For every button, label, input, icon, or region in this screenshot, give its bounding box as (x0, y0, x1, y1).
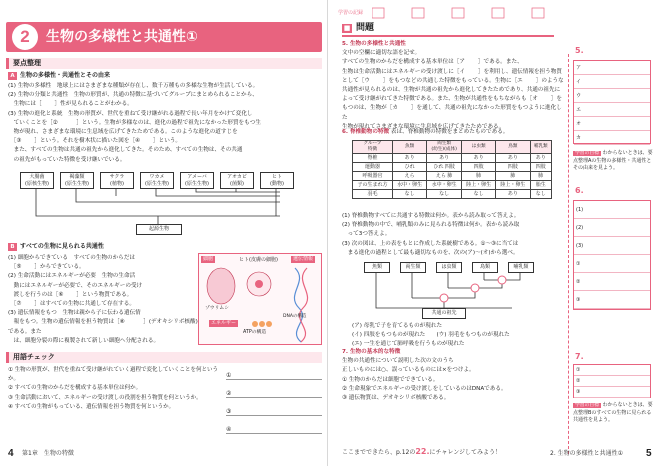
challenge-number: 22. (415, 447, 430, 457)
para-a-line-6: ［③ ］という。それを樹木状に描いた図を［④ ］という。 (8, 138, 182, 145)
para-b-line-7: 報をもつ。生物の遺伝情報を担う物質は［⑧ ］(デオキシリボ核酸)である。また (8, 319, 198, 335)
answer-row[interactable]: ウ (574, 89, 650, 103)
cell-figure (198, 253, 322, 345)
vtree-leaf: 鳥類 (472, 262, 498, 273)
answer-row[interactable]: (3) (574, 237, 650, 255)
table-row (353, 154, 552, 163)
answer-row[interactable]: イ (574, 75, 650, 89)
hint-a-text: わからないときは、要点整理Aの生物の多様性・共通性とその由来を見よう。 (573, 150, 653, 171)
table-row (353, 163, 552, 172)
answer-6-box[interactable] (573, 200, 651, 310)
para-a-line-0: (1) 生物の多様性 地球上にはさまざまな種類が存在し、数千万種もの多様な生物が生活している。 (8, 83, 259, 89)
table-cell: 水中・卵生 (392, 181, 426, 190)
para-b-line-8: は、細胞分裂の際に複製されて新しい細胞へ分配される。 (8, 337, 160, 344)
para-a-line-7: また、すべての生物は共通の祖先から進化してきた。そのため、すべての生物は、その共通 (8, 147, 243, 154)
q6-options (352, 322, 564, 350)
hint-b-text: わからないときは、要点整理Bのすべての生物に見られる共通性を見よう。 (573, 402, 653, 423)
challenge-text: ここまでできたら、p.12の (342, 449, 416, 457)
table-cell: なし (462, 190, 496, 199)
answer-row[interactable]: ② (574, 376, 650, 387)
q6-option-2: (エ) 一生を通じて肺呼吸を行うものが現れた (352, 341, 465, 348)
tree-leaf: アオカビ (菌類) (220, 172, 254, 189)
vtree-leaf: 魚類 (364, 262, 390, 273)
vtree-leaf: 哺乳類 (508, 262, 534, 273)
check-answer-num: ④ (226, 426, 232, 433)
table-cell: 運動器 (353, 163, 393, 172)
para-a-line-4: ていくことを［② ］という。生物が多様なのは、進化の過程で祖先になかった形質をもつ生 (8, 119, 261, 126)
answer-row[interactable]: (2) (574, 219, 650, 237)
subsection-b-title: すべての生物に見られる共通性 (20, 243, 104, 250)
check-heading (6, 352, 322, 363)
tree-leaf: ワカメ (原生生物) (140, 172, 174, 189)
q5-line-6: もつのは、生物が［カ ］を通して、共通の祖先になかった形質をもつように進化した (342, 105, 562, 121)
q7-line-0: 生物の共通性について説明した次の文のうち (342, 358, 454, 365)
answer-5-num: 5. (575, 46, 584, 55)
check-answer-num: ① (226, 372, 232, 379)
table-cell: えら 肺 (427, 172, 462, 181)
q7-line-4: ③ 遺伝物質は、デオキシリボ核酸である。 (342, 395, 450, 402)
problem-title: 問題 (356, 23, 375, 33)
table-cell: 四肢 (530, 163, 552, 172)
subsection-a-title: 生物の多様性・共通性とその由来 (20, 72, 111, 79)
table-cell: ひれ (392, 163, 426, 172)
q6-sub-4: まる進化の過程として最も適切なものを、次の(ア)～(オ)から選べ。 (342, 249, 519, 256)
para-b-line-1: ［⑤ ］からできている。 (8, 264, 85, 271)
hint-b-tag: 学習の目標 (575, 403, 599, 408)
para-b-line-5: ［⑦ ］はすべての生物に共通して存在する。 (8, 301, 135, 308)
table-header: は虫類 (462, 141, 496, 154)
tree-root: 起源生物 (136, 224, 182, 235)
check-answer-num: ② (226, 390, 232, 397)
q6-sub-0: (1) 脊椎動物すべてに共通する特徴は何か。表から読み取って答えよ。 (342, 213, 520, 219)
q6-intro: 表は、脊椎動物の特徴をまとめたものである。 (390, 129, 509, 135)
para-a-line-2: 生物には［ ］性が見られることがわかる。 (8, 101, 133, 108)
table-cell: あり (427, 154, 462, 163)
section-title: 要点整理 (13, 59, 41, 67)
fig-label-genetic: 遺伝情報 (293, 256, 314, 262)
table-cell: えら (392, 172, 426, 181)
question-5 (342, 40, 564, 132)
table-row (353, 181, 552, 190)
answer-row[interactable]: ③ (574, 291, 650, 309)
subsection-b (8, 243, 104, 251)
check-answer-num: ③ (226, 408, 232, 415)
check-title: 用語チェック (13, 353, 55, 361)
tree-leaf: 褐藻類 (原生生物) (60, 172, 94, 189)
table-cell: なし (392, 190, 426, 199)
paragraph-a (8, 82, 324, 165)
q7-label: 7. 生物の基本的な特徴 (342, 349, 401, 355)
q6-sub-3: (3) 次の図は、上の表をもとに作成した系統樹である。①～③に当ては (342, 240, 519, 247)
check-list (8, 366, 222, 412)
para-a-line-8: の祖先がもっていた特徴を受け継いでいる。 (8, 156, 126, 163)
footer-left: 第1章 生物の特徴 (22, 449, 74, 457)
answer-7-num: 7. (575, 352, 584, 361)
answer-row[interactable]: (1) (574, 201, 650, 219)
table-cell: 陸上・卵生 (462, 181, 496, 190)
vtree-root: 共通の祖先 (422, 308, 466, 319)
table-cell: 四肢 (496, 163, 530, 172)
q5-line-7: 生物が現れてさまざまな環境に生息域を広げてきたためである。 (342, 123, 505, 130)
question-6 (342, 128, 564, 137)
table-cell: あり (392, 154, 426, 163)
phylogenetic-tree (18, 172, 298, 232)
q5-line-4: 共通性が見られるのは、生物が共通の祖先から進化してきたためであり、共通の祖先に (342, 87, 561, 94)
q6-label: 6. 脊椎動物の特徴 (342, 129, 390, 135)
answer-7-box[interactable] (573, 364, 651, 398)
answer-row[interactable]: ① (574, 255, 650, 273)
q6-option-0: (ア) 母乳で子を育てるものが現れた (352, 323, 443, 329)
para-b-line-2: (2) 生命活動にはエネルギーが必要 生物の生命活 (8, 273, 136, 280)
hint-a (573, 150, 653, 173)
q7-line-3: ② 生命現象でエネルギーの受け渡しをしているのはDNAである。 (342, 385, 507, 392)
q5-line-2: 生物は生命活動にはエネルギーの受け渡しに［イ ］を利用し、遺伝情報を担う物質 (342, 68, 562, 75)
table-cell: 陸上・卵生 (496, 181, 530, 190)
table-cell: 子の生まれ方 (353, 181, 393, 190)
subsection-a (8, 72, 110, 80)
q6-sub-1: (2) 脊椎動物の中で、哺乳類のみに見られる特徴は何か。表から読み取 (342, 222, 520, 229)
subsection-a-badge: A (8, 72, 17, 80)
table-cell: ひれ 四肢 (427, 163, 462, 172)
table-header: 哺乳類 (530, 141, 552, 154)
left-page (0, 0, 328, 466)
q6-option-1: (イ) 四肢をもつものが現れた (ウ) 羽毛をもつものが現れた (352, 332, 510, 339)
table-cell: あり (496, 154, 530, 163)
fig-label-paramecium: ゾウリムシ (205, 306, 229, 311)
right-page (332, 0, 660, 466)
para-a-line-1: (2) 生物の分類と共通性 生物の形質が、共通の特徴に基づいてグループにまとめられることから、 (8, 92, 258, 99)
para-b-line-4: 渡しを行うのは［⑥ ］という物質である。 (8, 291, 133, 298)
check-answer-2[interactable] (226, 408, 322, 416)
table-cell: あり (496, 190, 530, 199)
table-cell: 呼吸器官 (353, 172, 393, 181)
para-b-line-0: (1) 細胞からできている すべての生物のからだは (8, 255, 136, 261)
q5-line-5: よって受け継がれてきた特徴である。また、生物が共通性をもちながらも［オ ］を (342, 96, 562, 103)
table-cell: あり (462, 154, 496, 163)
answer-row[interactable]: オ (574, 117, 650, 131)
answer-row[interactable]: エ (574, 103, 650, 117)
check-item-3: ④ すべての生物がもっている、遺伝情報を担う物質を何というか。 (8, 403, 175, 410)
answer-6-num: 6. (575, 186, 584, 195)
q5-label: 5. 生物の多様性と共通性 (342, 41, 406, 47)
chapter-number: 2 (12, 24, 38, 50)
fig-label-human-cell: ヒト(皮膚の細胞) (239, 257, 278, 263)
chapter-title: 生物の多様性と共通性① (46, 29, 198, 45)
section-heading (6, 58, 322, 69)
check-answer-0[interactable] (226, 372, 322, 380)
para-a-line-3: (3) 生物の進化と系統 生物の形質が、世代を重ねて受け継がれる過程で長い年月をかけて変化し (8, 110, 253, 117)
table-cell: 肺 (496, 172, 530, 181)
table-cell: あり (530, 154, 552, 163)
check-answer-1[interactable] (226, 390, 322, 398)
q5-lines (342, 49, 564, 132)
fig-label-energy: エネルギー (211, 320, 237, 326)
problem-heading (342, 22, 554, 37)
fig-label-dna: DNAの構造 (283, 314, 307, 319)
paragraph-b (8, 254, 198, 346)
tree-leaf: ヒト (動物) (260, 172, 294, 189)
table-cell: 四肢 (462, 163, 496, 172)
answer-row[interactable]: カ (574, 131, 650, 145)
tree-leaf: アメーバ (原生生物) (180, 172, 214, 189)
answer-row[interactable]: ③ (574, 387, 650, 398)
record-stamps (372, 6, 572, 20)
para-b-line-3: 動にはエネルギーが必要で、そのエネルギーの受け (8, 282, 143, 289)
page-number-left: 4 (8, 447, 14, 459)
q7-line-2: ① 生物のからだは細胞でできている。 (342, 376, 439, 383)
challenge-end: にチャレンジしてみよう！ (429, 449, 502, 457)
table-cell: なし (427, 190, 462, 199)
page-number-right: 5 (646, 447, 652, 459)
check-item-2: ③ 生命活動において、エネルギーの受け渡しの役割を担う物質を何というか。 (8, 394, 202, 401)
table-cell: 肺 (530, 172, 552, 181)
q5-line-0: 文中の空欄に適切な語を記せ。 (342, 50, 421, 57)
table-cell: 羽毛 (353, 190, 393, 199)
footer-right: 2. 生物の多様性と共通性① (550, 449, 624, 457)
q7-lines (342, 357, 564, 403)
answer-column (568, 46, 654, 454)
study-record: 学習の記録 (338, 10, 364, 16)
table-row (353, 172, 552, 181)
subsection-b-badge: B (8, 243, 17, 251)
check-item-0: ① 生物の形質が、世代を重ねて受け継がれていく過程で変化していくことを何というか。 (8, 367, 219, 383)
para-b-line-6: (3) 遺伝情報をもつ 生物は親から子に伝わる遺伝情 (8, 310, 141, 317)
para-a-line-5: 物が現れ、さまざまな環境に生息域を広げてきたためである。このような進化の道すじを (8, 129, 238, 136)
hint-b (573, 402, 653, 425)
table-header: 鳥類 (496, 141, 530, 154)
fig-label-atp: ATPの構造 (243, 330, 267, 335)
answer-row[interactable]: ① (574, 365, 650, 376)
question-7 (342, 348, 564, 403)
tree-leaf: サクラ (植物) (100, 172, 134, 189)
check-item-1: ② すべての生物のからだを構成する基本単位は何か。 (8, 385, 142, 392)
vtree-leaf: は虫類 (436, 262, 462, 273)
table-cell: 脊椎 (353, 154, 393, 163)
hint-a-tag: 学習の目標 (575, 151, 599, 156)
fig-label-cell: 細胞 (203, 256, 214, 262)
chapter-header (6, 22, 322, 52)
answer-row[interactable]: ア (574, 61, 650, 75)
table-cell: なし (530, 190, 552, 199)
q7-line-1: 正しいものには○、誤っているものには×をつけよ。 (342, 367, 475, 374)
check-answer-3[interactable] (226, 426, 322, 434)
q5-line-3: として［ウ ］をもつなどの共通した特徴をもっている。生物に［エ ］のような (342, 77, 564, 84)
vertebrate-tree (362, 262, 542, 318)
vertebrate-table (352, 140, 552, 199)
q6-sub-2: って3つ答えよ。 (342, 231, 391, 238)
table-header: 両生類 (幼生)(成体) (427, 141, 462, 154)
table-cell: 肺 (462, 172, 496, 181)
problem-marker-icon: ■ (343, 24, 351, 32)
footer-challenge (342, 447, 501, 458)
tree-leaf: 大腸菌 (原核生物) (20, 172, 54, 189)
table-header: 魚類 (392, 141, 426, 154)
answer-row[interactable]: ② (574, 273, 650, 291)
table-cell: 胎生 (530, 181, 552, 190)
table-row (353, 190, 552, 199)
answer-5-box[interactable] (573, 60, 651, 144)
q6-subquestions (342, 212, 564, 258)
table-header: グループ 特徴 (353, 141, 393, 154)
vtree-leaf: 両生類 (400, 262, 426, 273)
table-cell: 水中・卵生 (427, 181, 462, 190)
q5-line-1: すべての生物のからだを構成する基本単位は［ア ］である。また、 (342, 59, 523, 66)
